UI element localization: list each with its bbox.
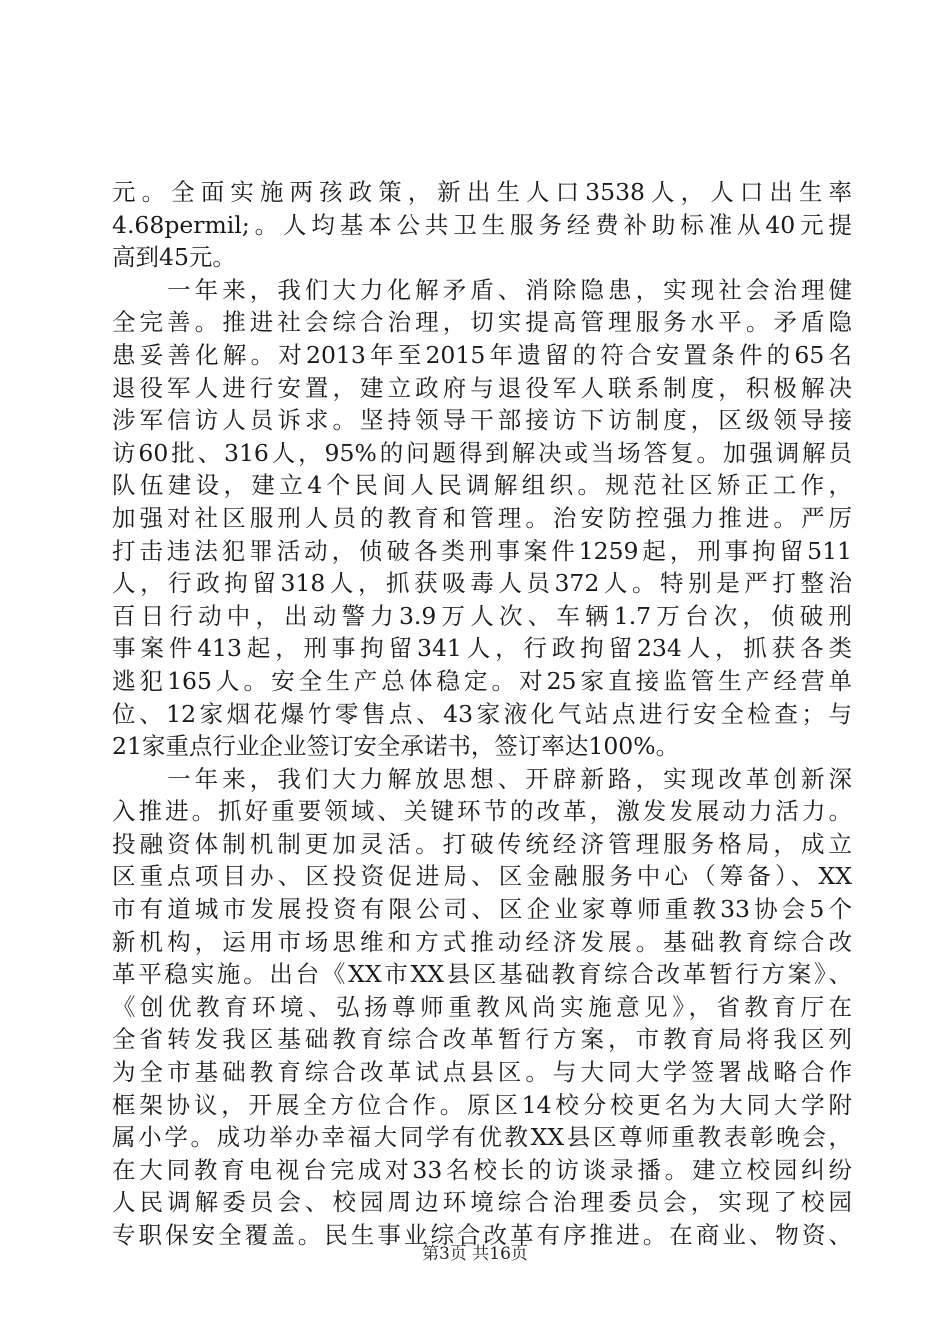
text-line: 一年来，我们大力解放思想、开辟新路，实现改革创新深 xyxy=(112,764,852,793)
text-line: 人民调解委员会、校园周边环境综合治理委员会，实现了校园 xyxy=(112,1188,852,1217)
text-line: 框架协议，开展全方位合作。原区14校分校更名为大同大学附 xyxy=(112,1090,852,1119)
text-line: 属小学。成功举办幸福大同学有优教XX县区尊师重教表彰晚会， xyxy=(112,1123,852,1152)
text-line: 位、12家烟花爆竹零售点、43家液化气站点进行安全检查；与 xyxy=(112,699,852,728)
text-line: 人，行政拘留318人，抓获吸毒人员372人。特别是严打整治 xyxy=(112,569,852,598)
text-line: 一年来，我们大力化解矛盾、消除隐患，实现社会治理健 xyxy=(112,275,852,304)
text-line: 区重点项目办、区投资促进局、区金融服务中心（筹备）、XX xyxy=(112,862,852,891)
text-line: 《创优教育环境、弘扬尊师重教风尚实施意见》，省教育厅在 xyxy=(112,992,852,1021)
text-line: 投融资体制机制更加灵活。打破传统经济管理服务格局，成立 xyxy=(112,829,852,858)
document-body xyxy=(112,176,852,1252)
text-line: 退役军人进行安置，建立政府与退役军人联系制度，积极解决 xyxy=(112,373,852,402)
text-line: 事案件413起，刑事拘留341人，行政拘留234人，抓获各类 xyxy=(112,634,852,663)
text-line: 逃犯165人。安全生产总体稳定。对25家直接监管生产经营单 xyxy=(112,666,852,695)
text-line: 百日行动中，出动警力3.9万人次、车辆1.7万台次，侦破刑 xyxy=(112,601,852,630)
text-line: 为全市基础教育综合改革试点县区。与大同大学签署战略合作 xyxy=(112,1058,852,1087)
text-line: 患妥善化解。对2013年至2015年遗留的符合安置条件的65名 xyxy=(112,340,852,369)
text-line: 打击违法犯罪活动，侦破各类刑事案件1259起，刑事拘留511 xyxy=(112,536,852,565)
text-line: 专职保安全覆盖。民生事业综合改革有序推进。在商业、物资、 xyxy=(112,1221,852,1249)
text-line: 新机构，运用市场思维和方式推动经济发展。基础教育综合改 xyxy=(112,927,852,956)
text-line: 访60批、316人，95%的问题得到解决或当场答复。加强调解员 xyxy=(112,438,852,467)
text-line: 21家重点行业企业签订安全承诺书，签订率达100%。 xyxy=(112,732,680,761)
text-line: 高到45元。 xyxy=(112,243,236,272)
text-line: 涉军信访人员诉求。坚持领导干部接访下访制度，区级领导接 xyxy=(112,406,852,435)
text-line: 全完善。推进社会综合治理，切实提高管理服务水平。矛盾隐 xyxy=(112,308,852,337)
text-line: 加强对社区服刑人员的教育和管理。治安防控强力推进。严厉 xyxy=(112,503,852,532)
text-line: 全省转发我区基础教育综合改革暂行方案，市教育局将我区列 xyxy=(112,1025,852,1054)
text-line: 入推进。抓好重要领域、关键环节的改革，激发发展动力活力。 xyxy=(112,797,852,826)
text-line: 市有道城市发展投资有限公司、区企业家尊师重教33协会5个 xyxy=(112,895,852,924)
text-line: 在大同教育电视台完成对33名校长的访谈录播。建立校园纠纷 xyxy=(112,1155,852,1184)
text-line: 4.68permil;。人均基本公共卫生服务经费补助标准从40元提 xyxy=(112,210,852,239)
page-number-footer: 第3页 共16页 xyxy=(422,1244,528,1264)
text-line: 革平稳实施。出台《XX市XX县区基础教育综合改革暂行方案》、 xyxy=(112,960,852,989)
text-line: 队伍建设，建立4个民间人民调解组织。规范社区矫正工作， xyxy=(112,471,852,500)
text-line: 元。全面实施两孩政策，新出生人口3538人，人口出生率 xyxy=(112,178,852,206)
